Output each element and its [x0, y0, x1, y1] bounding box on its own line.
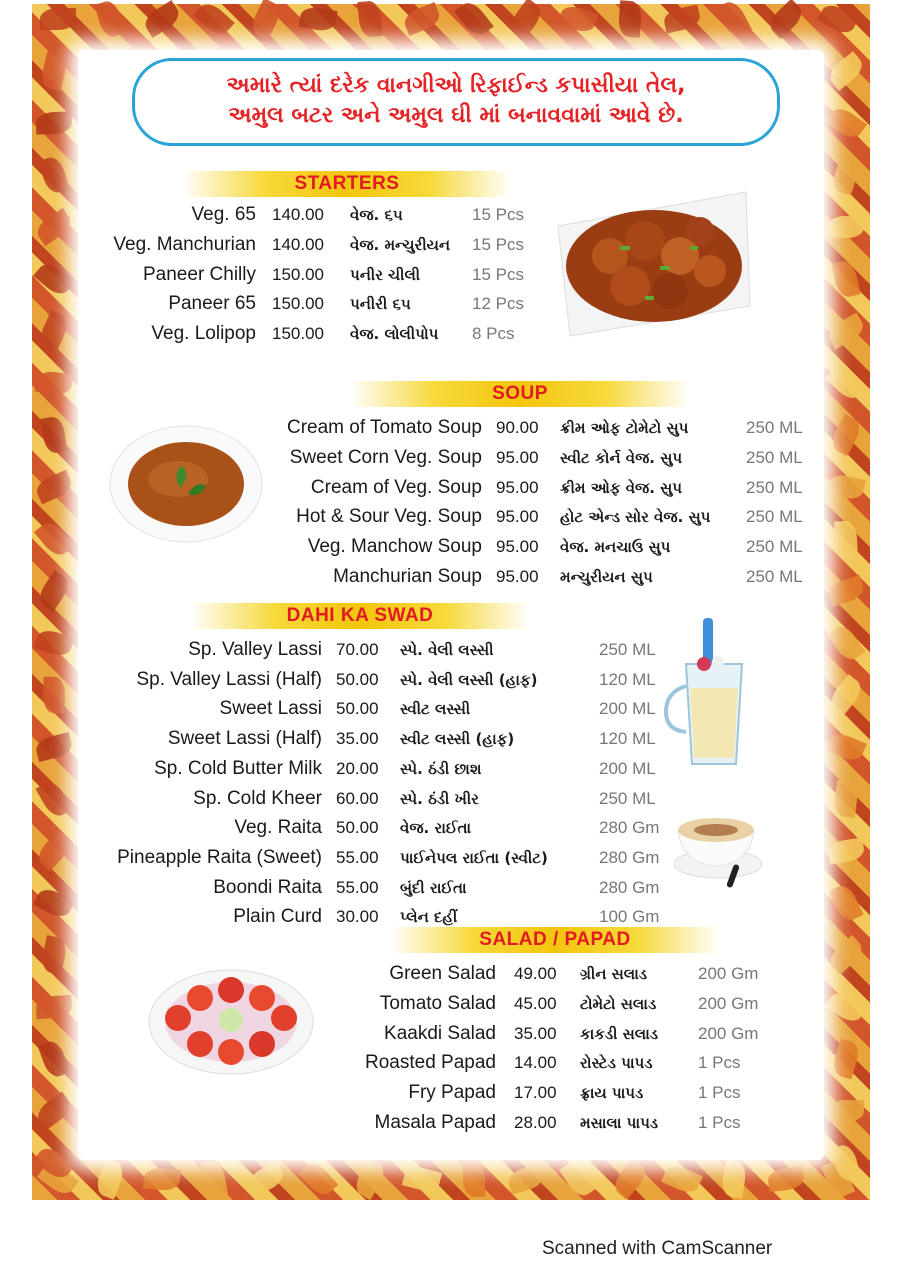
menu-item-row	[0, 290, 904, 318]
item-name: Sp. Valley Lassi	[188, 639, 322, 660]
item-price: 17.00	[514, 1083, 557, 1103]
item-quantity: 12 Pcs	[472, 294, 524, 314]
veg-65-photo	[550, 186, 754, 340]
leaf-decoration	[40, 8, 76, 30]
menu-item-row	[0, 903, 904, 931]
item-quantity: 250 ML	[746, 537, 803, 557]
item-name-gujarati: સ્વીટ લસ્સી (હાફ)	[400, 730, 515, 749]
item-price: 150.00	[272, 294, 324, 314]
item-price: 50.00	[336, 818, 379, 838]
item-price: 30.00	[336, 907, 379, 927]
item-name: Tomato Salad	[379, 992, 496, 1014]
menu-item-row	[0, 725, 904, 753]
menu-item-row	[0, 201, 904, 229]
item-price: 50.00	[336, 699, 379, 719]
banner-line-1: અમારે ત્યાં દરેક વાનગીઓ રિફાઈન્ડ કપાસીયા તેલ,	[226, 73, 686, 98]
item-quantity: 250 ML	[746, 477, 803, 497]
item-name: Cream of Tomato Soup	[286, 417, 482, 438]
menu-item-row	[0, 231, 904, 259]
item-price: 55.00	[336, 877, 379, 897]
item-name: Manchurian Soup	[333, 566, 482, 587]
item-quantity: 200 Gm	[698, 1023, 759, 1043]
item-name-gujarati: પનીર ચીલી	[350, 265, 421, 284]
item-quantity: 250 ML	[599, 640, 656, 659]
item-name-gujarati: ક્રીમ ઓફ ટોમેટો સુપ	[560, 419, 689, 437]
item-quantity: 1 Pcs	[698, 1083, 741, 1103]
item-price: 45.00	[514, 993, 557, 1013]
item-name-gujarati: સ્પે. ઠંડી ખીર	[400, 789, 479, 808]
soup-header: SOUP	[350, 381, 690, 407]
item-price: 95.00	[496, 477, 539, 497]
lassi-glass-photo	[658, 618, 754, 770]
item-quantity: 250 ML	[746, 447, 803, 467]
item-price: 55.00	[336, 847, 379, 867]
menu-item-row	[0, 1079, 904, 1107]
item-price: 90.00	[496, 418, 539, 437]
item-name-gujarati: વેજ. મનચાઉ સુપ	[560, 538, 671, 557]
item-quantity: 250 ML	[599, 788, 656, 808]
item-name: Veg. Manchurian	[113, 233, 256, 255]
item-price: 95.00	[496, 537, 539, 557]
item-name-gujarati: સ્પે. વેલી લસ્સી	[400, 641, 494, 659]
item-price: 35.00	[336, 729, 379, 749]
item-name: Plain Curd	[233, 906, 322, 928]
item-name-gujarati: રોસ્ટેડ પાપડ	[580, 1054, 653, 1073]
item-price: 49.00	[514, 964, 557, 983]
item-name-gujarati: પાઈનેપલ રાઈતા (સ્વીટ)	[400, 848, 548, 867]
menu-item-row	[0, 320, 904, 348]
item-price: 150.00	[272, 264, 324, 284]
item-quantity: 100 Gm	[599, 907, 660, 927]
item-quantity: 15 Pcs	[472, 205, 524, 224]
item-name: Kaakdi Salad	[384, 1022, 496, 1044]
item-price: 28.00	[514, 1113, 557, 1132]
item-name: Sweet Lassi (Half)	[167, 728, 322, 750]
item-quantity: 280 Gm	[599, 877, 660, 897]
item-name: Sweet Lassi	[219, 698, 322, 720]
item-name-gujarati: ક્રીમ ઓફ વેજ. સુપ	[560, 478, 683, 497]
item-name: Pineapple Raita (Sweet)	[117, 846, 322, 868]
item-name: Boondi Raita	[213, 876, 322, 898]
item-name: Veg. Manchow Soup	[307, 536, 482, 558]
menu-item-row	[0, 563, 904, 591]
item-name: Masala Papad	[374, 1112, 496, 1133]
item-name-gujarati: વેજ. લોલીપોપ	[350, 325, 439, 344]
item-name-gujarati: સ્પે. ઠંડી છાશ	[400, 759, 482, 778]
item-price: 140.00	[272, 234, 324, 254]
item-quantity: 15 Pcs	[472, 264, 524, 284]
menu-item-row	[0, 990, 904, 1018]
item-quantity: 1 Pcs	[698, 1113, 741, 1132]
item-quantity: 8 Pcs	[472, 324, 515, 344]
item-name: Cream of Veg. Soup	[310, 476, 482, 498]
item-name-gujarati: સ્પે. વેલી લસ્સી (હાફ)	[400, 670, 538, 689]
item-price: 14.00	[514, 1053, 557, 1073]
item-price: 70.00	[336, 640, 379, 659]
item-quantity: 280 Gm	[599, 818, 660, 838]
item-quantity: 200 ML	[599, 758, 656, 778]
item-name: Sweet Corn Veg. Soup	[289, 446, 482, 468]
item-name-gujarati: કાકડી સલાડ	[580, 1024, 659, 1043]
menu-item-row	[0, 695, 904, 723]
item-quantity: 120 ML	[599, 669, 656, 689]
menu-item-row	[0, 666, 904, 694]
soup-bowl-photo	[108, 424, 264, 544]
item-name: Fry Papad	[408, 1082, 496, 1104]
item-price: 95.00	[496, 447, 539, 467]
banner-line-2: અમુલ બટર અને અમુલ ઘી માં બનાવવામાં આવે છે.	[228, 103, 684, 128]
item-name-gujarati: પ્લેન દહીં	[400, 908, 458, 927]
dahi-ka-swad-header: DAHI KA SWAD	[190, 603, 530, 629]
item-price: 95.00	[496, 507, 539, 527]
camscanner-watermark: Scanned with CamScanner	[542, 1238, 773, 1259]
item-name: Paneer 65	[168, 293, 256, 315]
item-name: Veg. Lolipop	[151, 323, 256, 345]
item-name-gujarati: મન્ચુરીયન સુપ	[560, 568, 653, 586]
salad-papad-header: SALAD / PAPAD	[390, 927, 720, 953]
item-quantity: 250 ML	[746, 507, 803, 527]
menu-item-row	[0, 1049, 904, 1077]
leaf-decoration	[618, 0, 642, 37]
menu-item-row	[0, 814, 904, 842]
item-quantity: 15 Pcs	[472, 234, 524, 254]
item-quantity: 120 ML	[599, 729, 656, 749]
item-price: 140.00	[272, 205, 324, 224]
item-quantity: 200 Gm	[698, 964, 759, 983]
item-name-gujarati: સ્વીટ લસ્સી	[400, 700, 471, 719]
item-name-gujarati: મસાલા પાપડ	[580, 1114, 659, 1132]
item-quantity: 250 ML	[746, 418, 803, 437]
menu-item-row	[0, 636, 904, 664]
item-price: 50.00	[336, 669, 379, 689]
item-name-gujarati: વેજ. રાઈતા	[400, 819, 472, 838]
item-name-gujarati: હોટ એન્ડ સોર વેજ. સુપ	[560, 508, 711, 527]
item-name: Roasted Papad	[365, 1052, 496, 1074]
menu-item-row	[0, 1020, 904, 1048]
item-name: Veg. Raita	[234, 817, 322, 839]
item-name-gujarati: સ્વીટ કોર્ન વેજ. સુપ	[560, 448, 683, 467]
item-quantity: 250 ML	[746, 567, 803, 586]
kheer-cup-photo	[668, 808, 764, 890]
item-name: Green Salad	[389, 963, 496, 984]
item-price: 150.00	[272, 324, 324, 344]
menu-item-row	[0, 960, 904, 988]
item-name-gujarati: બુંદી રાઈતા	[400, 878, 467, 897]
menu-item-row	[0, 874, 904, 902]
item-name-gujarati: પનીરી ૬૫	[350, 295, 411, 314]
item-name-gujarati: વેજ. ૬૫	[350, 206, 403, 224]
menu-item-row	[0, 844, 904, 872]
item-name-gujarati: વેજ. મન્ચુરીયન	[350, 235, 451, 254]
item-name-gujarati: ગ્રીન સલાડ	[580, 965, 648, 983]
menu-item-row	[0, 785, 904, 813]
item-price: 95.00	[496, 567, 539, 586]
item-name-gujarati: ફ્રાય પાપડ	[580, 1084, 644, 1103]
item-price: 35.00	[514, 1023, 557, 1043]
item-quantity: 200 Gm	[698, 993, 759, 1013]
menu-item-row	[0, 1109, 904, 1137]
item-quantity: 280 Gm	[599, 847, 660, 867]
item-quantity: 200 ML	[599, 699, 656, 719]
item-name: Sp. Valley Lassi (Half)	[136, 668, 322, 690]
salad-plate-photo	[148, 968, 314, 1076]
item-quantity: 1 Pcs	[698, 1053, 741, 1073]
item-name: Paneer Chilly	[143, 263, 256, 285]
item-name: Sp. Cold Kheer	[193, 787, 322, 809]
item-name: Sp. Cold Butter Milk	[154, 757, 322, 779]
ingredients-banner	[132, 58, 780, 146]
menu-item-row	[0, 261, 904, 289]
menu-item-row	[0, 755, 904, 783]
item-price: 20.00	[336, 758, 379, 778]
item-name-gujarati: ટોમેટો સલાડ	[580, 994, 657, 1013]
leaf-decoration	[463, 1161, 486, 1197]
item-price: 60.00	[336, 788, 379, 808]
item-name: Veg. 65	[191, 204, 256, 225]
item-name: Hot & Sour Veg. Soup	[296, 506, 482, 528]
starters-header: STARTERS	[182, 171, 512, 197]
